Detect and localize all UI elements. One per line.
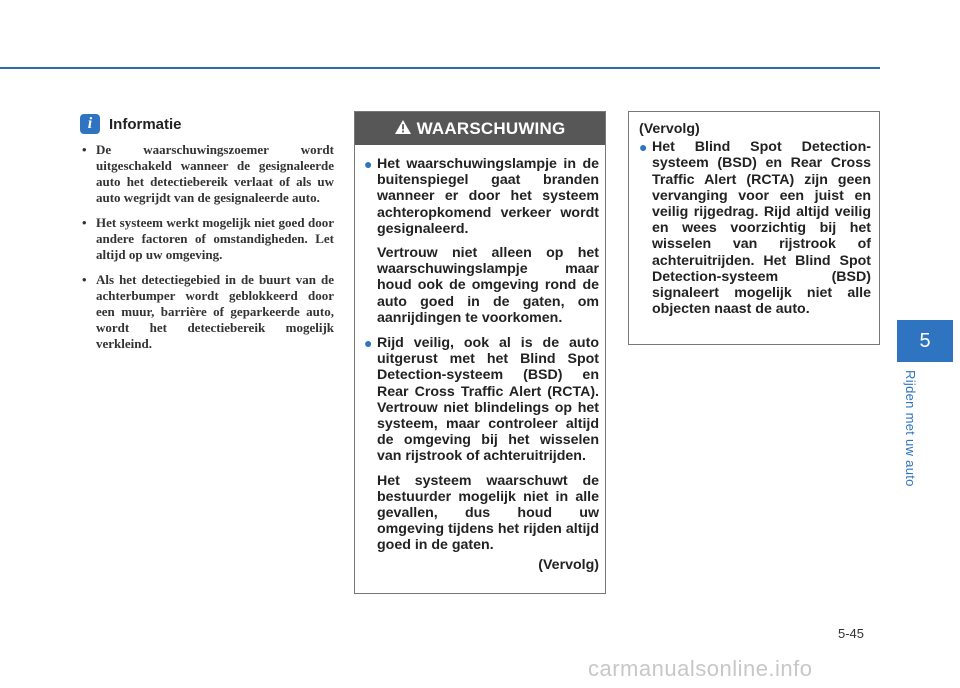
chapter-tab: 5 — [897, 320, 953, 362]
chapter-label-text: Rijden met uw auto — [903, 370, 918, 487]
warning-bullet — [364, 335, 599, 465]
informatie-list — [80, 142, 334, 352]
continuation-bullet — [639, 139, 871, 317]
informatie-section — [80, 112, 334, 361]
warning-header — [355, 112, 605, 145]
warning-body — [355, 145, 605, 573]
continued-label: (Vervolg) — [538, 556, 599, 573]
warning-triangle-icon — [395, 119, 411, 139]
bullet-dot-icon: ● — [639, 139, 648, 156]
warning-bullet-text: Rijd veilig, ook al is de auto uitgerust met het Blind Spot Detection-systeem (BSD) en Rear Cross Traffic Alert (RCTA). Vertrouw niet blindelings op het systeem, maar controleer altijd de omgeving bij het wisselen van rijstrook of achteruitrijden. — [377, 335, 599, 465]
informatie-header — [80, 112, 334, 136]
warning-bullet — [364, 156, 599, 237]
continuation-box — [628, 111, 880, 345]
warning-bullet-text: Het waarschuwingslampje in de buitenspiegel gaat branden wanneer er door het systeem achteropkomend verkeer wordt gesignaleerd. — [377, 156, 599, 237]
informatie-item: • De waarschuwingszoemer wordt uitgeschakeld wanneer de gesignaleerde auto het detectiebereik verlaat of als uw auto wegrijdt van de gesignaleerde auto. — [80, 142, 334, 206]
page-number: 5-45 — [838, 626, 865, 641]
chapter-label — [902, 370, 922, 500]
continuation-header: (Vervolg) — [639, 121, 700, 137]
warning-box — [354, 111, 606, 594]
bullet-dot-icon: ● — [364, 156, 373, 172]
info-icon: i — [80, 114, 100, 134]
informatie-item: • Het systeem werkt mogelijk niet goed door andere factoren of omstandigheden. Let altijd op uw omgeving. — [80, 215, 334, 263]
informatie-item: • Als het detectiegebied in de buurt van de achterbumper wordt geblokkeerd door een muur, barrière of geparkeerde auto, wordt het detectiebereik mogelijk verkleind. — [80, 272, 334, 352]
bullet-dot-icon: ● — [364, 335, 373, 352]
watermark: carmanualsonline.info — [588, 656, 813, 681]
continuation-bullet-text: Het Blind Spot Detection-systeem (BSD) en Rear Cross Traffic Alert (RCTA) zijn geen vervanging voor een juist en veilig rijgedrag. Rijd altijd veilig en wees voorzichtig bij het wisselen van rijstrook of achteruitrijden. Het Blind Spot Detection-systeem (BSD) signaleert mogelijk niet alle objecten naast de auto. — [652, 139, 871, 318]
warning-paragraph: Het systeem waarschuwt de bestuurder mogelijk niet in alle gevallen, dus houd uw omgeving tijdens het rijden altijd goed in de gaten. — [377, 472, 599, 554]
top-rule — [0, 67, 880, 69]
informatie-title: Informatie — [109, 115, 182, 133]
warning-title: WAARSCHUWING — [416, 118, 566, 138]
warning-paragraph: Vertrouw niet alleen op het waarschuwingslampje maar houd ook de omgeving rond de auto goed in de gaten, om aanrijdingen te voorkomen. — [377, 245, 599, 326]
